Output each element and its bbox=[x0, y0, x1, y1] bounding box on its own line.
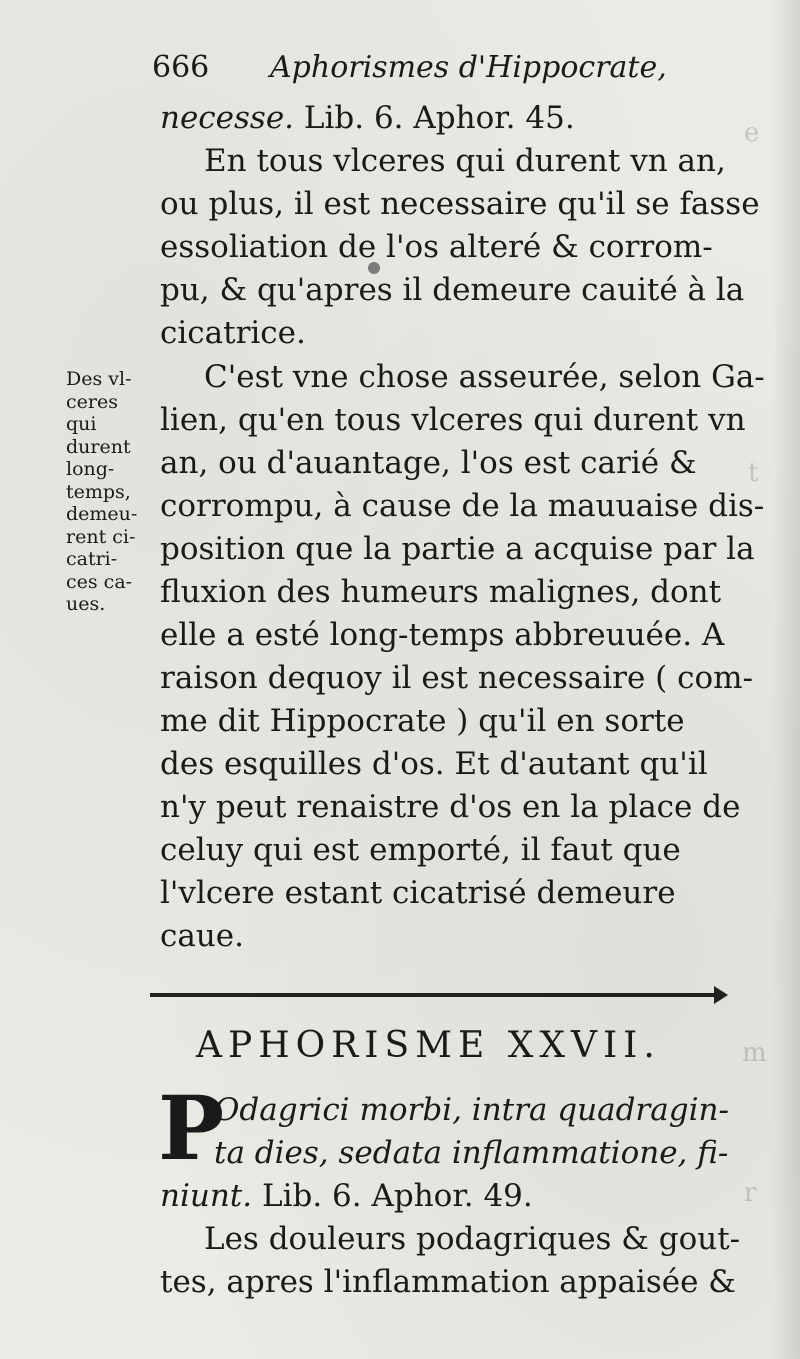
margin-note-line: ces ca- bbox=[66, 570, 133, 593]
bleed-through-mark: r bbox=[744, 1178, 757, 1208]
translation-line: pu, & qu'apres il demeure cauité à la bbox=[160, 272, 745, 308]
commentary-line: an, ou d'auantage, l'os est carié & bbox=[160, 445, 697, 481]
aphorism-reference: Lib. 6. Aphor. 49. bbox=[261, 1178, 533, 1214]
margin-note-line: catri- bbox=[66, 548, 118, 570]
bleed-through-mark: m bbox=[742, 1038, 767, 1068]
bleed-through-mark: e bbox=[744, 118, 760, 148]
page-gutter-shadow bbox=[772, 0, 800, 1359]
commentary-line: me dit Hippocrate ) qu'il en sorte bbox=[160, 703, 685, 739]
margin-note-line: temps, bbox=[66, 480, 131, 503]
margin-note-line: ceres bbox=[66, 390, 118, 413]
translation-line: tes, apres l'inflammation appaisée & bbox=[160, 1264, 736, 1300]
aphorism-reference: Lib. 6. Aphor. 45. bbox=[303, 100, 575, 136]
page-number: 666 bbox=[152, 50, 210, 85]
margin-note-line: qui bbox=[66, 413, 97, 435]
margin-note-line: rent ci- bbox=[66, 525, 136, 548]
commentary-line: raison dequoy il est necessaire ( com- bbox=[160, 660, 753, 696]
section-divider-arrow bbox=[714, 986, 728, 1004]
translation-line: ou plus, il est necessaire qu'il se fasse bbox=[160, 186, 760, 222]
bleed-through-mark: t bbox=[748, 458, 759, 488]
commentary-line: n'y peut renaistre d'os en la place de bbox=[160, 789, 741, 825]
commentary-line: des esquilles d'os. Et d'autant qu'il bbox=[160, 746, 708, 782]
commentary-line: elle a esté long-temps abbreuuée. A bbox=[160, 617, 725, 653]
margin-note-line: long- bbox=[66, 458, 115, 480]
section-title: APHORISME XXVII. bbox=[196, 1025, 661, 1066]
translation-line: En tous vlceres qui durent vn an, bbox=[204, 143, 726, 179]
latin-aphorism-line: Odagrici morbi, intra quadragin- bbox=[214, 1092, 729, 1128]
margin-note bbox=[66, 368, 156, 616]
drop-cap: P bbox=[158, 1076, 225, 1180]
translation-line: cicatrice. bbox=[160, 315, 306, 351]
running-head: Aphorismes d'Hippocrate, bbox=[270, 50, 667, 85]
margin-note-line: Des vl- bbox=[66, 368, 132, 390]
commentary-line: l'vlcere estant cicatrisé demeure bbox=[160, 875, 676, 911]
aphorism-reference-line bbox=[160, 98, 730, 138]
commentary-line: celuy qui est emporté, il faut que bbox=[160, 832, 681, 868]
commentary-line: corrompu, à cause de la mauuaise dis- bbox=[160, 488, 765, 524]
margin-note-line: demeu- bbox=[66, 503, 138, 525]
commentary-line: caue. bbox=[160, 918, 245, 954]
commentary-line: fluxion des humeurs malignes, dont bbox=[160, 574, 722, 610]
translation-line: essoliation de l'os alteré & corrom- bbox=[160, 229, 713, 265]
latin-tail: niunt. bbox=[160, 1178, 253, 1214]
margin-note-line: durent bbox=[66, 435, 131, 458]
latin-aphorism-line: ta dies, sedata inflammatione, fi- bbox=[214, 1135, 729, 1171]
commentary-line: C'est vne chose asseurée, selon Ga- bbox=[204, 359, 765, 395]
aphorism-reference-line bbox=[160, 1176, 730, 1216]
margin-note-line: ues. bbox=[66, 593, 106, 615]
latin-tail: necesse. bbox=[160, 100, 295, 136]
section-divider bbox=[150, 993, 722, 997]
commentary-line: position que la partie a acquise par la bbox=[160, 531, 755, 567]
commentary-line: lien, qu'en tous vlceres qui durent vn bbox=[160, 402, 746, 438]
translation-line: Les douleurs podagriques & gout- bbox=[204, 1221, 741, 1257]
